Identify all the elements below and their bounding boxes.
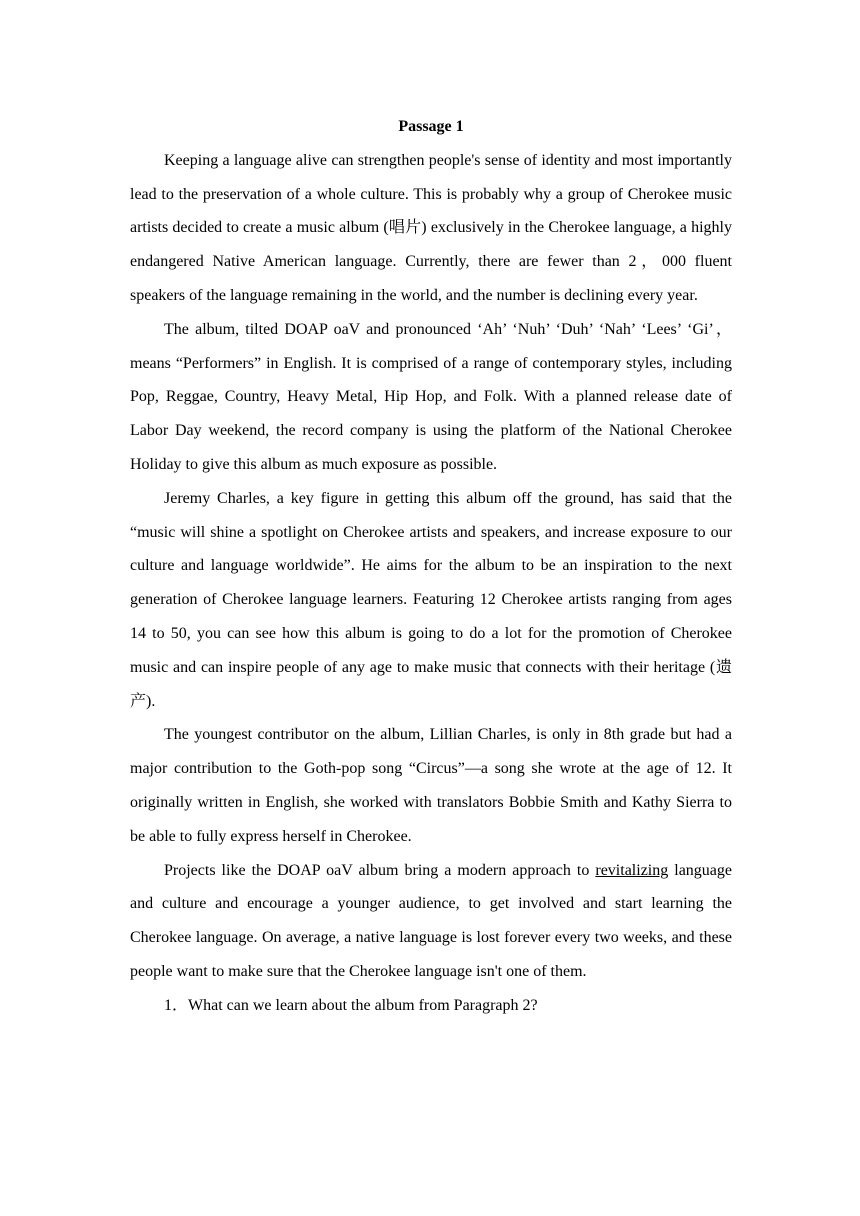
paragraph-4: The youngest contributor on the album, Lillian Charles, is only in 8th grade but had a major contribution to the Goth-pop song “Circus”—a song she wrote at the age of 12. It originally written in English, she worked with translators Bobbie Smith and Kathy Sierra to be able to fully express herself in Cherokee.	[130, 726, 732, 845]
underlined-word: revitalizing	[595, 861, 669, 879]
passage-page	[130, 110, 732, 1023]
paragraph-2: The album, tilted DOAP oaV and pronounced ‘Ah’ ‘Nuh’ ‘Duh’ ‘Nah’ ‘Lees’ ‘Gi’， means “Performers” in English. It is comprised of a range of contemporary styles, including Pop, Reggae, Country, Heavy Metal, Hip Hop, and Folk. With a planned release date of Labor Day weekend, the record company is using the platform of the National Cherokee Holiday to give this album as much exposure as possible.	[130, 320, 732, 473]
paragraph-5	[130, 854, 732, 989]
passage-title: Passage 1	[398, 118, 464, 135]
paragraph-1: Keeping a language alive can strengthen people's sense of identity and most importantly lead to the preservation of a whole culture. This is probably why a group of Cherokee music artists decided to create a music album (唱片) exclusively in the Cherokee language, a highly endangered Native American language. Currently, there are fewer than 2，000 fluent speakers of the language remaining in the world, and the number is declining every year.	[130, 151, 732, 304]
paragraph-5-before: Projects like the DOAP oaV album bring a modern approach to	[164, 861, 596, 879]
paragraph-3: Jeremy Charles, a key figure in getting this album off the ground, has said that the “music will shine a spotlight on Cherokee artists and speakers, and increase exposure to our culture and language worldwide”. He aims for the album to be an inspiration to the next generation of Cherokee language learners. Featuring 12 Cherokee artists ranging from ages 14 to 50, you can see how this album is going to do a lot for the promotion of Cherokee music and can inspire people of any age to make music that connects with their heritage (遗产).	[130, 489, 732, 710]
paragraph-5-after: language and culture and encourage a younger audience, to get involved and start learning the Cherokee language. On average, a native language is lost forever every two weeks, and these people want to make sure that the Cherokee language isn't one of them.	[130, 861, 732, 980]
question-1: 1．What can we learn about the album from Paragraph 2?	[164, 996, 538, 1014]
